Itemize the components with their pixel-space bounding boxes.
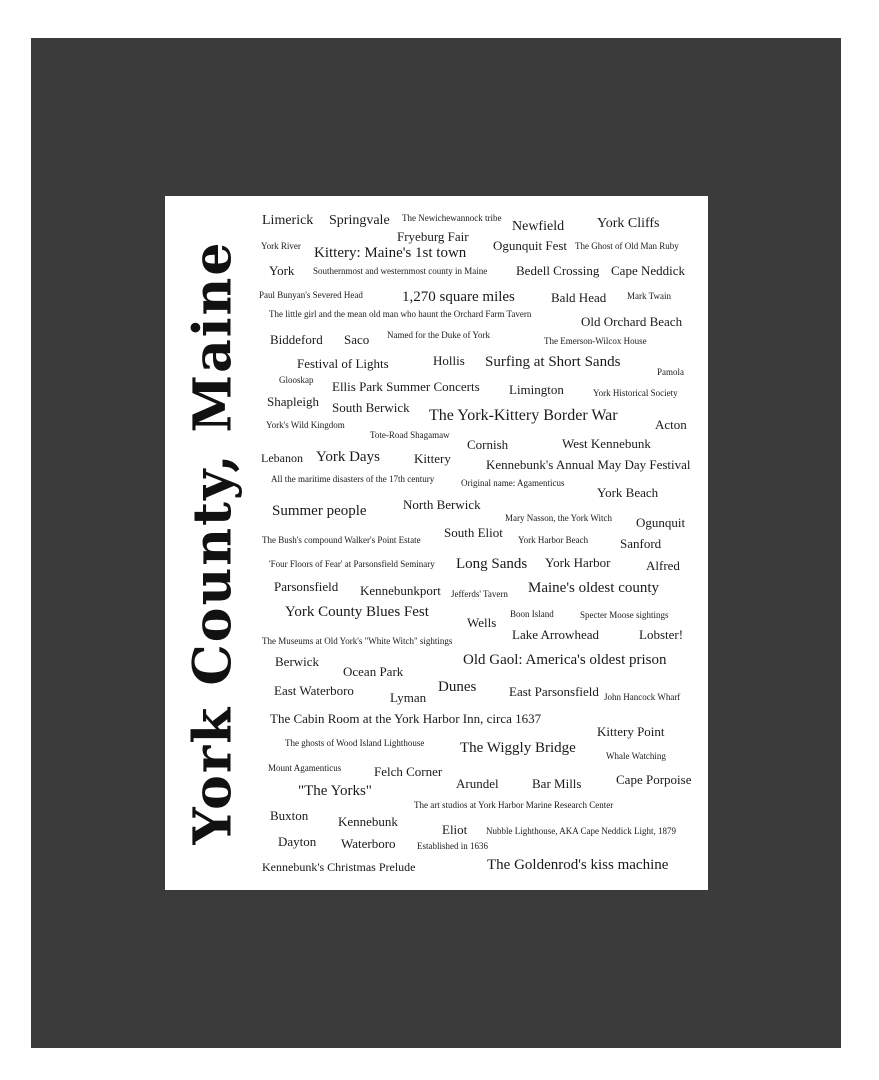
word-item: Ocean Park <box>343 664 404 679</box>
word-item: Pamola <box>657 367 684 377</box>
word-item: Old Gaol: America's oldest prison <box>463 652 667 668</box>
word-item: North Berwick <box>403 497 481 512</box>
word-item: The ghosts of Wood Island Lighthouse <box>285 738 425 748</box>
word-item: Bar Mills <box>532 776 582 791</box>
word-item: Lake Arrowhead <box>512 627 599 642</box>
poster-title <box>177 210 249 874</box>
word-item: East Waterboro <box>274 683 354 698</box>
word-item: East Parsonsfield <box>509 684 599 699</box>
word-item: York Days <box>316 449 380 465</box>
word-item: Eliot <box>442 822 468 837</box>
word-item: The Newichewannock tribe <box>402 213 502 223</box>
word-item: West Kennebunk <box>562 436 651 451</box>
word-item: Lobster! <box>639 627 684 642</box>
word-item: Kittery: Maine's 1st town <box>314 245 467 261</box>
word-item: The Museums at Old York's "White Witch" sightings <box>262 636 453 646</box>
word-item: Kittery Point <box>597 724 665 739</box>
word-item: Lyman <box>390 690 427 705</box>
word-item: The Ghost of Old Man Ruby <box>575 241 679 251</box>
word-item: York's Wild Kingdom <box>266 420 345 430</box>
word-item: 'Four Floors of Fear' at Parsonsfield Seminary <box>269 559 435 569</box>
poster-title-text: York County, Maine <box>182 240 244 844</box>
word-item: Fryeburg Fair <box>397 229 469 244</box>
word-item: Bald Head <box>551 290 607 305</box>
word-item: Berwick <box>275 654 320 669</box>
word-item: Bedell Crossing <box>516 263 600 278</box>
word-item: Limington <box>509 382 564 397</box>
word-item: Glooskap <box>279 375 314 385</box>
word-item: Boon Island <box>510 609 554 619</box>
word-item: The Emerson-Wilcox House <box>544 336 647 346</box>
word-item: Limerick <box>262 213 314 228</box>
word-item: Ogunquit <box>636 515 686 530</box>
word-item: York Cliffs <box>597 216 660 231</box>
word-item: York County Blues Fest <box>285 604 429 620</box>
word-item: York Beach <box>597 485 659 500</box>
word-item: Newfield <box>512 219 565 234</box>
word-item: Mount Agamenticus <box>268 763 342 773</box>
word-item: The York-Kittery Border War <box>429 407 618 424</box>
word-item: York Harbor <box>545 555 611 570</box>
word-item: York River <box>261 241 301 251</box>
word-item: Original name: Agamenticus <box>461 478 565 488</box>
word-item: Specter Moose sightings <box>580 610 669 620</box>
word-item: South Eliot <box>444 525 503 540</box>
word-item: York Historical Society <box>593 388 678 398</box>
word-item: Ogunquit Fest <box>493 238 568 253</box>
word-item: Old Orchard Beach <box>581 314 683 329</box>
word-item: Whale Watching <box>606 751 666 761</box>
word-item: York <box>269 263 295 278</box>
word-item: Kennebunk's Christmas Prelude <box>262 860 416 874</box>
word-item: John Hancock Wharf <box>604 692 681 702</box>
word-item: 1,270 square miles <box>402 289 515 305</box>
word-item: Parsonsfield <box>274 579 339 594</box>
word-item: Summer people <box>272 503 367 519</box>
word-item: Tote-Road Shagamaw <box>370 430 450 440</box>
word-item: Mary Nasson, the York Witch <box>505 513 612 523</box>
word-item: The Bush's compound Walker's Point Estate <box>262 535 421 545</box>
word-item: Jefferds' Tavern <box>451 589 508 599</box>
word-item: All the maritime disasters of the 17th century <box>271 474 435 484</box>
word-item: South Berwick <box>332 400 410 415</box>
word-item: Mark Twain <box>627 291 671 301</box>
word-item: Waterboro <box>341 836 396 851</box>
word-item: Kennebunk's Annual May Day Festival <box>486 457 691 472</box>
word-item: Buxton <box>270 808 309 823</box>
word-item: The Wiggly Bridge <box>460 740 576 756</box>
word-item: Cape Neddick <box>611 263 686 278</box>
word-item: Saco <box>344 332 370 347</box>
word-item: Felch Corner <box>374 764 443 779</box>
word-item: Kittery <box>414 451 451 466</box>
word-item: Kennebunk <box>338 814 398 829</box>
word-item: "The Yorks" <box>298 783 372 799</box>
word-item: Paul Bunyan's Severed Head <box>259 290 363 300</box>
word-item: Alfred <box>646 558 680 573</box>
word-item: Dunes <box>438 679 477 695</box>
word-item: Southernmost and westernmost county in Maine <box>313 266 488 276</box>
word-item: Established in 1636 <box>417 841 488 851</box>
word-item: Cornish <box>467 437 509 452</box>
word-item: Springvale <box>329 213 390 228</box>
word-item: York Harbor Beach <box>518 535 589 545</box>
word-item: Arundel <box>456 776 499 791</box>
word-item: The Goldenrod's kiss machine <box>487 857 669 873</box>
word-item: Nubble Lighthouse, AKA Cape Neddick Light, 1879 <box>486 826 676 836</box>
word-item: The art studios at York Harbor Marine Research Center <box>414 800 614 810</box>
word-item: The little girl and the mean old man who haunt the Orchard Farm Tavern <box>269 309 532 319</box>
word-item: Sanford <box>620 536 662 551</box>
word-item: Shapleigh <box>267 394 319 409</box>
word-item: Cape Porpoise <box>616 772 692 787</box>
word-item: The Cabin Room at the York Harbor Inn, circa 1637 <box>270 711 542 726</box>
word-item: Named for the Duke of York <box>387 330 490 340</box>
word-item: Acton <box>655 417 687 432</box>
word-item: Biddeford <box>270 332 323 347</box>
word-item: Festival of Lights <box>297 356 389 371</box>
word-item: Kennebunkport <box>360 583 441 598</box>
word-item: Maine's oldest county <box>528 580 660 596</box>
word-item: Hollis <box>433 353 465 368</box>
word-item: Surfing at Short Sands <box>485 354 621 370</box>
word-item: Wells <box>467 615 497 630</box>
word-item: Dayton <box>278 834 317 849</box>
word-item: Long Sands <box>456 556 528 572</box>
word-item: Lebanon <box>261 451 303 465</box>
word-item: Ellis Park Summer Concerts <box>332 379 480 394</box>
